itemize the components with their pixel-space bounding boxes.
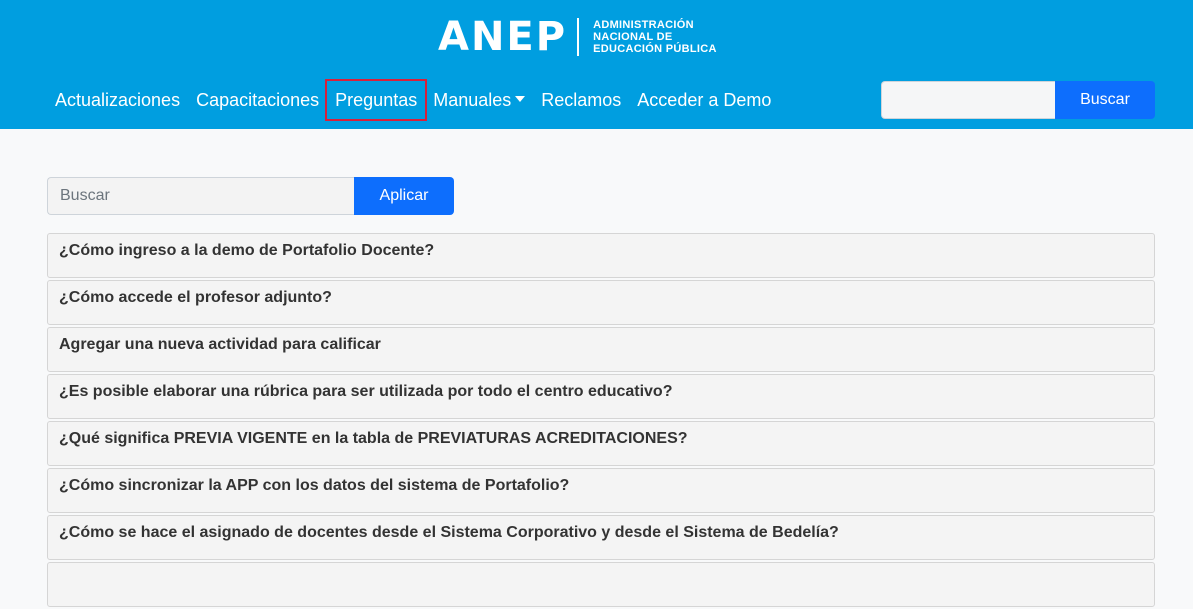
faq-item[interactable] — [47, 280, 1155, 325]
logo-text: ANEP — [438, 14, 568, 60]
faq-question: ¿Cómo ingreso a la demo de Portafolio Docente? — [59, 242, 435, 259]
faq-item[interactable] — [47, 421, 1155, 466]
nav-item-reclamos[interactable]: Reclamos — [541, 90, 622, 110]
nav-item-manuales-label: Manuales — [433, 90, 512, 110]
nav-item-preguntas[interactable]: Preguntas — [327, 81, 425, 119]
header-search-input[interactable] — [881, 81, 1055, 119]
nav-item-manuales[interactable] — [425, 81, 533, 119]
logo-subtitle-line: EDUCACIÓN PÚBLICA — [593, 43, 717, 55]
logo-subtitle-line: ADMINISTRACIÓN — [593, 19, 694, 31]
logo-subtitle-line: NACIONAL DE — [593, 31, 673, 43]
nav-item-acceder-demo[interactable]: Acceder a Demo — [637, 90, 772, 110]
faq-item[interactable] — [47, 468, 1155, 513]
main-nav — [47, 80, 779, 120]
header-search — [881, 81, 1155, 119]
faq-filter — [47, 177, 1155, 215]
faq-question: Agregar una nueva actividad para calificar — [59, 336, 381, 353]
faq-question: ¿Cómo accede el profesor adjunto? — [59, 289, 332, 306]
faq-item[interactable] — [47, 327, 1155, 372]
apply-button[interactable]: Aplicar — [354, 177, 454, 215]
faq-item[interactable] — [47, 374, 1155, 419]
nav-item-capacitaciones[interactable]: Capacitaciones — [196, 90, 320, 110]
faq-question: ¿Es posible elaborar una rúbrica para ser utilizada por todo el centro educativo? — [59, 383, 673, 400]
logo-subtitle — [593, 19, 717, 55]
logo-divider — [577, 18, 579, 56]
faq-item[interactable] — [47, 233, 1155, 278]
chevron-down-icon — [515, 96, 525, 102]
faq-question: ¿Cómo sincronizar la APP con los datos del sistema de Portafolio? — [59, 477, 570, 494]
header-search-button[interactable]: Buscar — [1055, 81, 1155, 119]
faq-item[interactable] — [47, 515, 1155, 560]
main-content — [47, 177, 1155, 609]
faq-question: ¿Qué significa PREVIA VIGENTE en la tabla de PREVIATURAS ACREDITACIONES? — [59, 430, 688, 447]
nav-item-actualizaciones[interactable]: Actualizaciones — [55, 90, 181, 110]
anep-logo[interactable] — [438, 16, 717, 58]
faq-search-input[interactable] — [47, 177, 354, 215]
site-header — [0, 0, 1193, 129]
faq-question: ¿Cómo se hace el asignado de docentes desde el Sistema Corporativo y desde el Sistema de Bedelía? — [59, 524, 839, 541]
faq-list — [47, 233, 1155, 609]
